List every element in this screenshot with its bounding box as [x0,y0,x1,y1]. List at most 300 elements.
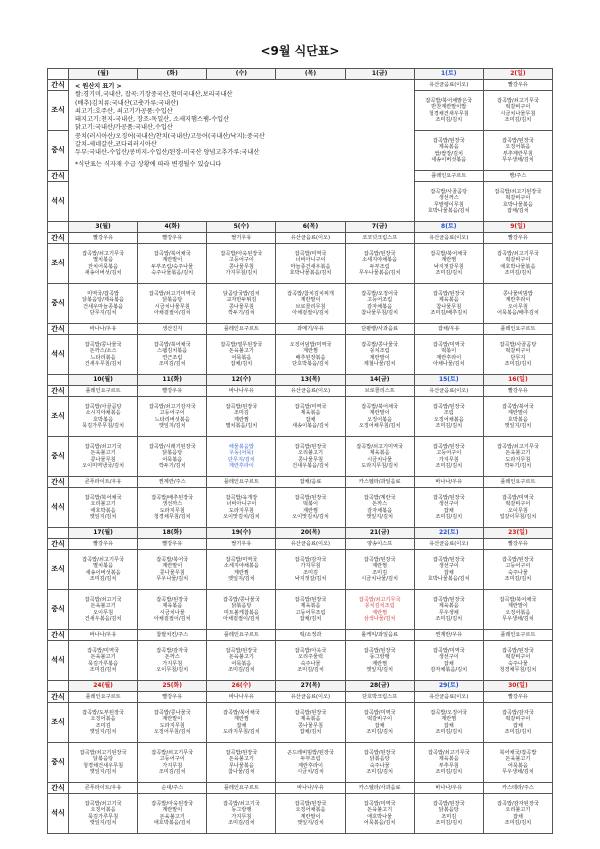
menu-line: 조미김/김치 [89,666,117,673]
menu-line: 잡곡밥/된장국 [432,290,465,297]
meal-cell: 유산균음료(이오) [414,539,483,550]
meal-cell [69,488,138,528]
meal-cell [207,550,276,590]
menu-line: 잡곡밥/감자국 [294,556,327,563]
menu-line: 새송이버섯/김치 [84,269,122,276]
menu-line: 닭곰탕국밥/김치 [222,290,260,297]
menu-line: 잡곡밥/감자국 [502,709,534,716]
menu-line: 깍두기/김치 [227,309,255,316]
meal-cell [414,794,483,834]
menu-line: 잡곡밥/된장국 [432,800,465,807]
day-header: (수) [207,69,276,80]
menu-line: 오리불고기 [297,450,324,457]
menu-line: 잡곡밥/사골곰탕 [84,403,122,410]
meal-cell [138,244,207,284]
meal-cell [483,743,552,783]
meal-cell [414,703,483,743]
menu-line: 호박볶음 [507,416,528,423]
menu-line: 잡곡밥/북어채국 [430,250,468,257]
menu-line: 계란말이 [369,354,390,361]
menu-line: 계란말이 [507,410,528,417]
menu-line: 계란찜 [233,716,249,723]
menu-line: 잡곡밥/미역국 [294,403,327,410]
menu-line: 조미김 [372,569,388,576]
menu-line: 잡곡밥/참치김치찌개 [287,290,334,297]
menu-line: 닭볶음탕 [438,807,459,814]
meal-cell: 플레인요구르트 [207,783,276,794]
menu-line: 잡곡밥/배추된장국 [151,494,194,501]
meal-cell [414,590,483,630]
menu-line: 무우생채/김치 [502,156,534,163]
menu-line: 잡곡밥/쇠고기무국 [497,97,539,104]
menu-line: 콩나물무침 [159,569,185,576]
menu-line: 잡곡밥/북어채맑은국 [425,97,473,104]
menu-line: 닭볶음탕 [93,756,114,763]
meal-cell: 플레인요구르트 [69,692,138,703]
meal-cell: 딸기우유 [207,233,276,244]
meal-cell [276,550,345,590]
menu-line: 조미김/김치 [89,575,117,582]
menu-line: 제육볶음 [369,450,390,457]
meal-cell [138,703,207,743]
menu-line: 북어채국/잡곡밥 [499,749,537,756]
meal-cell [138,743,207,783]
meal-cell [276,641,345,681]
menu-line: 잡곡밥/쇠고기된장국 [494,188,542,195]
meal-cell: 플레인요구르트 [207,324,276,335]
meal-cell: 단팥빵/사과음료 [345,324,414,335]
row-lunch [48,743,553,783]
menu-line: 오이무침/김치 [156,666,189,673]
menu-line: 닭볶음탕 [369,756,390,763]
menu-line: 참나물/김치 [227,768,255,775]
menu-line: 묵김가루무침 [88,813,119,820]
menu-line: 단무지 [510,354,526,361]
menu-line: 돈육불고기 [90,654,116,661]
meal-cell [276,743,345,783]
menu-line: 잡곡밥/미역국 [432,647,465,654]
meal-cell [207,397,276,437]
menu-line: 계란후라이 [297,762,324,769]
meal-cell [483,703,552,743]
menu-line: 잡곡밥/미역국 [87,647,119,654]
meal-cell [345,488,414,528]
date-header: 24(월) [69,681,138,692]
meal-cell: 빨강우유 [483,233,552,244]
menu-line: 잡곡밥/된장국 [156,596,189,603]
row-label-snack2: 간식 [48,171,69,182]
menu-line: 멸치볶음 [93,257,114,264]
menu-line: 오징어볶음 [90,807,116,814]
meal-cell [483,284,552,324]
menu-line: 잡곡밥/쇠고기국 [84,800,122,807]
meal-cell [414,284,483,324]
meal-cell: 플레인요구르트 [483,324,552,335]
menu-line: 조미김/김치 [504,728,532,735]
menu-line: 계란말이 [300,813,321,820]
date-header: 7(금) [345,222,414,233]
menu-line: 잡곡밥/북어국 [502,403,534,410]
date-header: 30(일) [483,681,552,692]
menu-line: 잡곡밥/미역국 [363,800,396,807]
menu-line: 깻잎지/김치 [366,513,394,520]
meal-cell: 빨강우유 [483,386,552,397]
menu-line: 도라지무침/김치 [361,462,399,469]
meal-cell [69,335,138,375]
menu-line: 오이무침 [507,303,528,310]
meal-cell: 플레인요구르트 [207,630,276,641]
menu-line: 잡곡밥/오징어국 [361,290,399,297]
menu-line: 오징어채볶음 [295,807,326,814]
menu-line: 잡곡밥/된장국 [225,647,258,654]
menu-line: 동그랑땡 [231,807,252,814]
menu-line: 멸치볶음 [93,563,114,570]
menu-line: 애호박나물 [367,813,393,820]
meal-cell: 유산균음료(이오) [414,692,483,703]
meal-cell [69,284,138,324]
meal-cell [276,488,345,528]
meal-cell [414,743,483,783]
meal-cell [414,244,483,284]
meal-cell: 카스텔라/과일음료 [345,477,414,488]
meal-cell [345,397,414,437]
meal-cell: 빨강우유 [138,539,207,550]
menu-line: 호박나물볶음/김치 [427,575,470,582]
menu-line: 제철나물/김치 [363,360,396,367]
menu-line: 애호박볶음/김치 [153,819,191,826]
meal-cell [414,335,483,375]
meal-cell: 빨강우유 [483,539,552,550]
menu-line: 돈육불고기 [228,756,254,763]
date-header: 29(토) [414,681,483,692]
meal-cell: 찹쌀치킨/주스 [138,630,207,641]
menu-line: 단무지/김치 [227,456,255,463]
menu-line: 잡곡밥/된장국 [432,137,465,144]
row-snack2 [48,783,553,794]
menu-line: 계란후라이 [505,297,531,304]
day-header: (월) [69,69,138,80]
meal-cell [345,703,414,743]
meal-cell: 유산균음료(이오) [414,233,483,244]
meal-cell: 유산균음료(이오) [414,80,483,91]
meal-cell [138,284,207,324]
menu-line: 잡채/김치 [230,360,253,367]
menu-line: 잡채 [443,569,454,576]
menu-line: 잡곡밥/된장국 [294,494,327,501]
menu-line: 조미김/김치 [366,768,394,775]
menu-line: 잡곡밥/된장국 [225,749,258,756]
menu-line: 청경채무침/김치 [153,513,191,520]
menu-line: 도라지무침 [505,456,531,463]
menu-line: 가지무침/김치 [225,269,258,276]
menu-line: 깻잎지/김치 [297,819,324,826]
menu-line: 소시지야채볶음 [85,410,121,417]
meal-cell [69,244,138,284]
row-label-dinner: 석식 [48,641,69,681]
menu-line: 조미김/김치 [504,360,532,367]
menu-line: 떡볶이 [302,501,319,508]
menu-line: 잡곡밥/쇠고기무국 [151,749,194,756]
meal-cell [483,131,552,171]
menu-line: 조미김/김치 [435,462,463,469]
meal-cell [345,641,414,681]
menu-line: 계란찜 [441,257,457,264]
meal-cell: 빨강우유 [138,386,207,397]
day-header: (화) [138,69,207,80]
date-header: 23(일) [483,528,552,539]
menu-line: 떡갈비구이 [505,195,531,202]
meal-cell: 단호박크림스프 [345,692,414,703]
meal-cell: 플레인요구르트 [414,171,483,182]
menu-line: 콩나물비빔밥 [502,290,533,297]
menu-line: 오징어덮밥/미역국 [289,341,332,348]
menu-line: 생선까스 [438,195,459,202]
meal-cell [69,743,138,783]
menu-line: 배추된장볶음 [295,354,326,361]
meal-cell: 양송이스프 [345,539,414,550]
date-corner [48,375,69,386]
menu-line: 삼색나물/김치 [363,615,396,622]
meal-cell [345,244,414,284]
menu-line: 떡갈비구이 [505,257,531,264]
menu-line: 도라지무침 [159,722,185,729]
meal-cell: 유산균음료(이오) [276,692,345,703]
meal-cell: 생산진지 [138,324,207,335]
meal-cell [207,488,276,528]
menu-line: 조미김/김치 [158,768,186,775]
menu-line: 콩나물무침 [228,303,254,310]
meal-cell [345,743,414,783]
meal-cell [276,244,345,284]
day-header: (목) [276,69,345,80]
row-label-breakfast: 조식 [48,703,69,743]
menu-line: 떡갈비구이 [505,104,531,111]
menu-line: 소세지야채볶음 [223,563,259,570]
menu-line: 무우생채/김치 [502,768,534,775]
meal-cell [483,794,552,834]
row-breakfast [48,550,553,590]
menu-line: 건새우볶음/김치 [84,615,122,622]
row-snack1 [48,80,553,91]
menu-line: 가지무침 [300,563,321,570]
meal-cell: 플레인요구르트 [483,477,552,488]
meal-cell [345,550,414,590]
menu-line: 제육볶음 [162,603,183,610]
date-header: 8(토) [414,222,483,233]
menu-line: 건새우볶음/김치 [292,462,329,469]
meal-cell [69,437,138,477]
row-breakfast [48,244,553,284]
row-breakfast [48,397,553,437]
notice-line: 쌀:경기미,국내산, 잡곡:기장중국산,현미국내산,보리국내산 [75,91,233,99]
menu-line: 숙주나물 [507,569,528,576]
menu-line: 잡곡밥/쇠고기국 [84,596,122,603]
row-snack2 [48,324,553,335]
menu-line: 조미김/김치 [435,819,463,826]
menu-line: 잡곡밥/아욱된장국 [151,800,194,807]
row-label-snack1: 간식 [48,539,69,550]
meal-cell: 플레인요구르트 [69,386,138,397]
date-header: 12(수) [207,375,276,386]
meal-cell: 찐계란/우유 [414,630,483,641]
menu-line: 숙주나물 [300,660,321,667]
date-row [48,681,553,692]
menu-line: 도라지무침/김치 [222,728,260,735]
row-label-snack2: 간식 [48,477,69,488]
meal-cell [483,488,552,528]
meal-cell [69,703,138,743]
menu-line: 돈육불고기 [90,450,116,457]
meal-cell: 빨강우유 [69,233,138,244]
menu-line: 깻잎지/김치 [366,666,394,673]
meal-cell [207,244,276,284]
meal-cell: 바나나/우유 [69,630,138,641]
row-snack1 [48,233,553,244]
menu-line: 시금치/김치 [297,768,324,775]
menu-line: 생선까스 [162,501,183,508]
meal-cell [345,335,414,375]
meal-cell [138,437,207,477]
menu-line: 잡곡밥/쇠고기무국 [427,749,470,756]
menu-line: 도라지무침 [159,507,185,514]
menu-line: 계란찜 [372,660,388,667]
menu-line: 잡곡밥/콩나물국 [153,709,191,716]
meal-cell: 롤케익/과일음료 [345,630,414,641]
date-header: 10(월) [69,375,138,386]
menu-line: 잡곡밥/된장국 [432,443,465,450]
row-label-dinner: 석식 [48,182,69,222]
menu-line: 닭볶음탕 [162,450,183,457]
menu-line: 잡채 [443,660,454,667]
menu-line: 깻잎지/김치 [158,422,186,429]
menu-line: 오징어볶음 [505,609,531,616]
menu-line: 미트볼케찹볶음 [223,609,259,616]
menu-line: 교자만두튀김 [226,297,257,304]
menu-line: 잡곡밥/된장국 [294,709,327,716]
date-header: 22(토) [414,528,483,539]
menu-line: 단무지/김치 [89,309,117,316]
menu-line: 잡채 [305,416,316,423]
row-lunch [48,590,553,630]
menu-line: 계란말이 [162,807,183,814]
row-lunch [48,437,553,477]
menu-line: 아채겉절이/김치 [292,309,329,316]
meal-cell [483,182,552,222]
menu-line: 잡곡밥/북어채국 [361,403,399,410]
menu-line: 계란말이 [162,716,183,723]
origin-notice [69,80,415,222]
meal-cell: 빨강우유 [138,692,207,703]
menu-line: 조미김/김치 [504,116,532,123]
row-label-snack2: 간식 [48,630,69,641]
notice-line: (배추)김치류:국내산(고춧가루:국내산) [75,99,179,107]
row-dinner [48,641,553,681]
menu-line: 생선구이 [438,654,459,661]
date-header: 11(화) [138,375,207,386]
menu-line: 잡곡밥/쇠고기무국 [82,556,124,563]
menu-line: 깻잎지/김치 [89,819,117,826]
menu-line: 꽁치김치조림 [364,603,395,610]
menu-line: 조미김 [441,813,457,820]
date-header: 3(월) [69,222,138,233]
menu-line: 묵김가루무침/김치 [82,422,124,429]
menu-line: 제육볶음 [438,297,459,304]
menu-line: 조미김/김치 [504,819,532,826]
menu-line: 잡곡밥/콩나물국 [222,596,260,603]
row-label-lunch: 중식 [48,437,69,477]
meal-cell: 빵/주스 [483,171,552,182]
date-header: 4(화) [138,222,207,233]
menu-line: 잡채/김치 [507,207,529,214]
menu-line: 조미김/김치 [366,728,394,735]
menu-line: 조림 [443,410,454,417]
meal-cell [138,488,207,528]
meal-cell: 유산균음료(이오) [276,233,345,244]
menu-line: 잡곡밥/된장국 [432,403,465,410]
menu-line: 잡곡밥/육개장 [225,494,258,501]
meal-cell: 바나나/우유 [276,783,345,794]
date-header: 28(금) [345,681,414,692]
menu-line: 호박볶음 [93,416,114,423]
menu-line: 떡갈비구이 [505,348,531,355]
meal-cell [69,794,138,834]
menu-line: 잡곡밥/쇠고기무국 [497,250,539,257]
menu-line: 오징어채무침/김치 [358,422,401,429]
menu-line: 어묵볶음/김치 [363,819,396,826]
menu-line: 감자채볶음/김치 [430,666,468,673]
menu-line: 무우나물/김치 [156,575,189,582]
meal-cell [414,437,483,477]
row-snack2 [48,630,553,641]
page-title: <9월 식단표> [260,44,340,58]
row-label-lunch: 중식 [48,131,69,171]
menu-line: 잡채 [236,722,247,729]
menu-line: 잡곡밥/사골곰탕 [499,341,537,348]
menu-line: 해물볶음밥 [228,443,254,450]
menu-line: 잡곡밥/쇠고기무국 [358,596,401,603]
meal-cell [414,397,483,437]
menu-line: 숙주나물 [369,762,390,769]
meal-cell: 빨강우유 [483,692,552,703]
date-header: 25(화) [138,681,207,692]
menu-line: 가지무침 [162,762,183,769]
menu-line: 고등어조림 [367,297,393,304]
row-snack1 [48,386,553,397]
menu-line: 잡곡밥/북어채국 [84,494,122,501]
menu-line: 조미김/김치 [297,666,324,673]
menu-line: 떡갈비구이 [367,716,393,723]
menu-line: 감자채볶음 [367,303,393,310]
meal-cell: 카스테라/주스 [483,783,552,794]
menu-line: 아채겉절이/김치 [222,615,260,622]
meal-cell: 코코넛크림스프 [345,233,414,244]
menu-line: 조미김/김치 [435,116,463,123]
meal-cell [483,590,552,630]
menu-line: 돈육불고기 [228,654,254,661]
menu-line: 고등어구이 [505,563,531,570]
menu-line: 오징어채볶음 [433,416,464,423]
menu-line: 잡곡밥/북어채국 [499,596,537,603]
menu-line: 조미김/김치 [435,728,463,735]
meal-cell [414,182,483,222]
menu-line: 마늘종건새우볶음 [290,263,331,270]
header-row [48,69,553,80]
menu-line: 콩나물무침 [90,456,116,463]
menu-line: 생선구이 [438,501,459,508]
meal-cell [345,590,414,630]
meal-cell [207,794,276,834]
menu-line: 깻잎지/김치 [227,575,255,582]
